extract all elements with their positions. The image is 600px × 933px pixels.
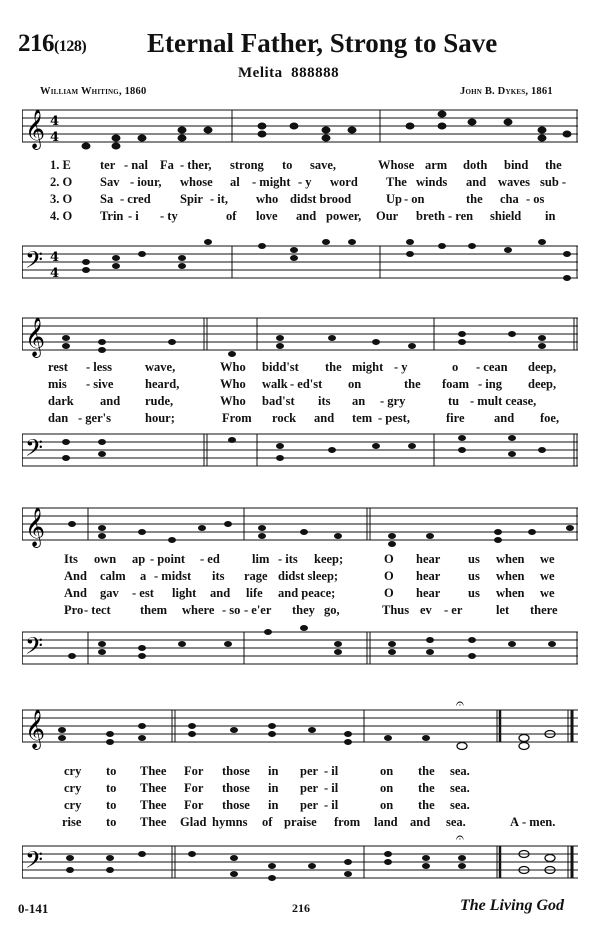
section-title: The Living God <box>460 897 564 914</box>
syllable: rude, <box>145 394 174 408</box>
syllable: of <box>226 209 237 223</box>
syllable: land <box>374 815 398 829</box>
syllable: its <box>318 394 331 408</box>
syllable: when <box>496 552 525 566</box>
treble-staff-system-3 <box>22 502 578 552</box>
syllable: we <box>540 586 555 600</box>
syllable: - i <box>128 209 139 223</box>
fermata-icon: 𝄐 <box>456 700 464 712</box>
syllable: - so <box>222 603 241 617</box>
syllable: the <box>466 192 483 206</box>
syllable: and <box>296 209 317 223</box>
syllable: - on <box>404 192 425 206</box>
syllable: cry <box>64 781 82 795</box>
syllable: keep; <box>314 552 344 566</box>
syllable: And <box>64 586 87 600</box>
syllable: Whose <box>378 158 415 172</box>
syllable: to <box>282 158 293 172</box>
syllable: - gry <box>380 394 406 408</box>
syllable: heard, <box>145 377 180 391</box>
page-number: 216 <box>292 901 310 915</box>
syllable: - os <box>526 192 545 206</box>
syllable: sea. <box>450 798 470 812</box>
syllable: Thee <box>140 798 167 812</box>
syllable: rise <box>62 815 82 829</box>
syllable: - ger's <box>78 411 111 425</box>
syllable: - cred <box>120 192 151 206</box>
syllable: Pro <box>64 603 84 617</box>
syllable: The <box>386 175 407 189</box>
syllable: - y <box>298 175 312 189</box>
words-credit: William Whiting, 1860 <box>40 86 147 97</box>
syllable: sea. <box>446 815 466 829</box>
syllable: sea. <box>450 781 470 795</box>
syllable: calm <box>100 569 126 583</box>
syllable: - mult cease, <box>470 394 537 408</box>
syllable: might <box>352 360 384 374</box>
syllable: lim <box>252 552 270 566</box>
syllable: - ther, <box>180 158 212 172</box>
svg-text:4: 4 <box>50 266 60 281</box>
syllable: - nal <box>124 158 148 172</box>
syllable: strong <box>230 158 264 172</box>
syllable: For <box>184 798 204 812</box>
syllable: rage <box>244 569 268 583</box>
syllable: cha <box>500 192 519 206</box>
syllable: sea. <box>450 764 470 778</box>
syllable: those <box>222 781 250 795</box>
syllable: from <box>334 815 361 829</box>
syllable: its <box>212 569 225 583</box>
syllable: cry <box>64 798 82 812</box>
treble-clef-icon: 𝄞 <box>25 317 46 357</box>
syllable: and <box>100 394 121 408</box>
treble-staff-system-2 <box>22 312 578 362</box>
syllable: on <box>380 764 394 778</box>
svg-text:4: 4 <box>50 114 60 129</box>
syllable: there <box>530 603 558 617</box>
syllable: hymns <box>212 815 248 829</box>
syllable: - ed <box>200 552 220 566</box>
syllable: light <box>172 586 197 600</box>
syllable: fire <box>446 411 465 425</box>
syllable: love <box>256 209 278 223</box>
treble-clef-icon: 𝄞 <box>25 109 46 149</box>
syllable: - pest, <box>378 411 410 425</box>
syllable: per <box>300 798 319 812</box>
syllable: - est <box>132 586 154 600</box>
syllable: praise <box>284 815 317 829</box>
syllable: to <box>106 764 117 778</box>
syllable: 1. E <box>50 158 71 172</box>
syllable: Thus <box>382 603 410 617</box>
tune-line <box>238 65 339 82</box>
syllable: didst sleep; <box>278 569 339 583</box>
syllable: - tect <box>84 603 111 617</box>
syllable: hour; <box>145 411 175 425</box>
bass-clef-icon: 𝄢 <box>25 846 44 879</box>
syllable: a <box>140 569 147 583</box>
syllable: those <box>222 798 250 812</box>
syllable: Its <box>64 552 78 566</box>
hymn-title: Eternal Father, Strong to Save <box>147 28 498 58</box>
syllable: and <box>410 815 431 829</box>
syllable: foam <box>442 377 470 391</box>
syllable: life <box>246 586 263 600</box>
syllable: Thee <box>140 815 167 829</box>
syllable: - might <box>252 175 291 189</box>
syllable: Fa <box>160 158 174 172</box>
syllable: - men. <box>522 815 556 829</box>
syllable: A <box>510 815 520 829</box>
syllable: - ed'st <box>290 377 323 391</box>
syllable: Trin <box>100 209 124 223</box>
syllable: Who <box>220 394 246 408</box>
syllable: - ty <box>160 209 178 223</box>
bass-clef-icon: 𝄢 <box>25 632 44 665</box>
syllable: o <box>452 360 459 374</box>
syllable: and <box>494 411 515 425</box>
syllable: For <box>184 781 204 795</box>
syllable: dark <box>48 394 74 408</box>
syllable: us <box>468 552 480 566</box>
syllable: to <box>106 815 117 829</box>
syllable: dan <box>48 411 69 425</box>
syllable: and <box>210 586 231 600</box>
syllable: cry <box>64 764 82 778</box>
syllable: - y <box>394 360 408 374</box>
syllable: waves <box>498 175 530 189</box>
syllable: when <box>496 569 525 583</box>
catalog-code: 0-141 <box>18 901 49 916</box>
syllable: - cean <box>476 360 508 374</box>
syllable: deep, <box>528 360 557 374</box>
syllable: walk <box>262 377 288 391</box>
syllable: - ren <box>448 209 474 223</box>
syllable: didst brood <box>290 192 352 206</box>
syllable: Sa <box>100 192 114 206</box>
bass-clef-icon: 𝄢 <box>25 434 44 467</box>
syllable: power, <box>326 209 362 223</box>
syllable: - il <box>324 781 339 795</box>
syllable: Who <box>220 360 246 374</box>
syllable: breth <box>416 209 445 223</box>
svg-text:4: 4 <box>50 130 60 145</box>
syllable: Spir <box>180 192 203 206</box>
syllable: and peace; <box>278 586 336 600</box>
syllable: Up <box>386 192 402 206</box>
syllable: who <box>256 192 279 206</box>
bass-clef-icon: 𝄢 <box>25 246 44 279</box>
syllable: word <box>330 175 358 189</box>
syllable: and <box>314 411 335 425</box>
hymn-number <box>18 30 86 58</box>
treble-staff-system-4 <box>22 700 578 754</box>
syllable: - ing <box>478 377 502 391</box>
syllable: hear <box>416 552 441 566</box>
syllable: the <box>404 377 421 391</box>
syllable: tem <box>352 411 373 425</box>
syllable: bad'st <box>262 394 295 408</box>
syllable: - midst <box>154 569 192 583</box>
syllable: - e'er <box>244 603 272 617</box>
syllable: From <box>222 411 252 425</box>
syllable: in <box>268 798 279 812</box>
syllable: - sive <box>86 377 114 391</box>
syllable: we <box>540 552 555 566</box>
syllable: mis <box>48 377 67 391</box>
syllable: in <box>268 781 279 795</box>
syllable: shield <box>490 209 522 223</box>
syllable: go, <box>324 603 340 617</box>
syllable: save, <box>310 158 337 172</box>
syllable: hear <box>416 586 441 600</box>
syllable: - er <box>444 603 463 617</box>
syllable: let <box>496 603 510 617</box>
syllable: - il <box>324 764 339 778</box>
syllable: hear <box>416 569 441 583</box>
syllable: when <box>496 586 525 600</box>
bass-staff-system-1 <box>22 232 578 288</box>
treble-clef-icon: 𝄞 <box>25 709 46 749</box>
syllable: For <box>184 764 204 778</box>
syllable: 2. O <box>50 175 73 189</box>
syllable: O <box>384 586 394 600</box>
syllable: Who <box>220 377 246 391</box>
syllable: an <box>352 394 366 408</box>
syllable: and <box>466 175 487 189</box>
treble-staff-system-1 <box>22 102 578 154</box>
syllable: - its <box>278 552 298 566</box>
syllable: bind <box>504 158 529 172</box>
syllable: on <box>380 781 394 795</box>
syllable: winds <box>416 175 448 189</box>
svg-text:4: 4 <box>50 250 60 265</box>
syllable: 4. O <box>50 209 73 223</box>
syllable: deep, <box>528 377 557 391</box>
syllable: Thee <box>140 764 167 778</box>
syllable: those <box>222 764 250 778</box>
syllable: to <box>106 781 117 795</box>
syllable: the <box>418 764 435 778</box>
syllable: on <box>380 798 394 812</box>
syllable: we <box>540 569 555 583</box>
syllable: us <box>468 569 480 583</box>
music-credit: John B. Dykes, 1861 <box>460 86 553 97</box>
fermata-icon: 𝄐 <box>456 830 464 846</box>
syllable: rest <box>48 360 68 374</box>
treble-clef-icon: 𝄞 <box>25 507 46 547</box>
syllable: in <box>268 764 279 778</box>
syllable: doth <box>463 158 488 172</box>
syllable: Sav <box>100 175 120 189</box>
tune-name: Melita <box>238 65 283 81</box>
hymn-number-value: 216 <box>18 30 54 57</box>
syllable: them <box>140 603 168 617</box>
syllable: on <box>348 377 362 391</box>
syllable: - iour, <box>130 175 162 189</box>
syllable: the <box>325 360 342 374</box>
syllable: bidd'st <box>262 360 299 374</box>
syllable: - il <box>324 798 339 812</box>
syllable: us <box>468 586 480 600</box>
syllable: per <box>300 781 319 795</box>
syllable: ev <box>420 603 432 617</box>
syllable: tu <box>448 394 460 408</box>
syllable: wave, <box>145 360 176 374</box>
syllable: sub - <box>540 175 567 189</box>
syllable: O <box>384 552 394 566</box>
syllable: arm <box>425 158 448 172</box>
syllable: 3. O <box>50 192 73 206</box>
syllable: ap <box>132 552 146 566</box>
syllable: the <box>418 781 435 795</box>
syllable: where <box>182 603 215 617</box>
hymn-alt-number: (128) <box>54 38 87 55</box>
syllable: gav <box>100 586 119 600</box>
syllable: - less <box>86 360 113 374</box>
syllable: own <box>94 552 117 566</box>
syllable: rock <box>272 411 297 425</box>
syllable: in <box>545 209 556 223</box>
syllable: - it, <box>210 192 229 206</box>
syllable: of <box>262 815 273 829</box>
syllable: Our <box>376 209 399 223</box>
bass-staff-system-4 <box>22 830 578 886</box>
syllable: whose <box>180 175 213 189</box>
syllable: to <box>106 798 117 812</box>
syllable: per <box>300 764 319 778</box>
syllable: Thee <box>140 781 167 795</box>
bass-staff-system-2 <box>22 430 578 474</box>
syllable: they <box>292 603 315 617</box>
tune-meter: 888888 <box>291 65 340 81</box>
syllable: the <box>418 798 435 812</box>
bass-staff-system-3 <box>22 622 578 670</box>
syllable: - point <box>150 552 186 566</box>
syllable: And <box>64 569 87 583</box>
syllable: Glad <box>180 815 207 829</box>
syllable: O <box>384 569 394 583</box>
syllable: al <box>230 175 240 189</box>
syllable: the <box>545 158 562 172</box>
syllable: ter <box>100 158 116 172</box>
syllable: foe, <box>540 411 560 425</box>
